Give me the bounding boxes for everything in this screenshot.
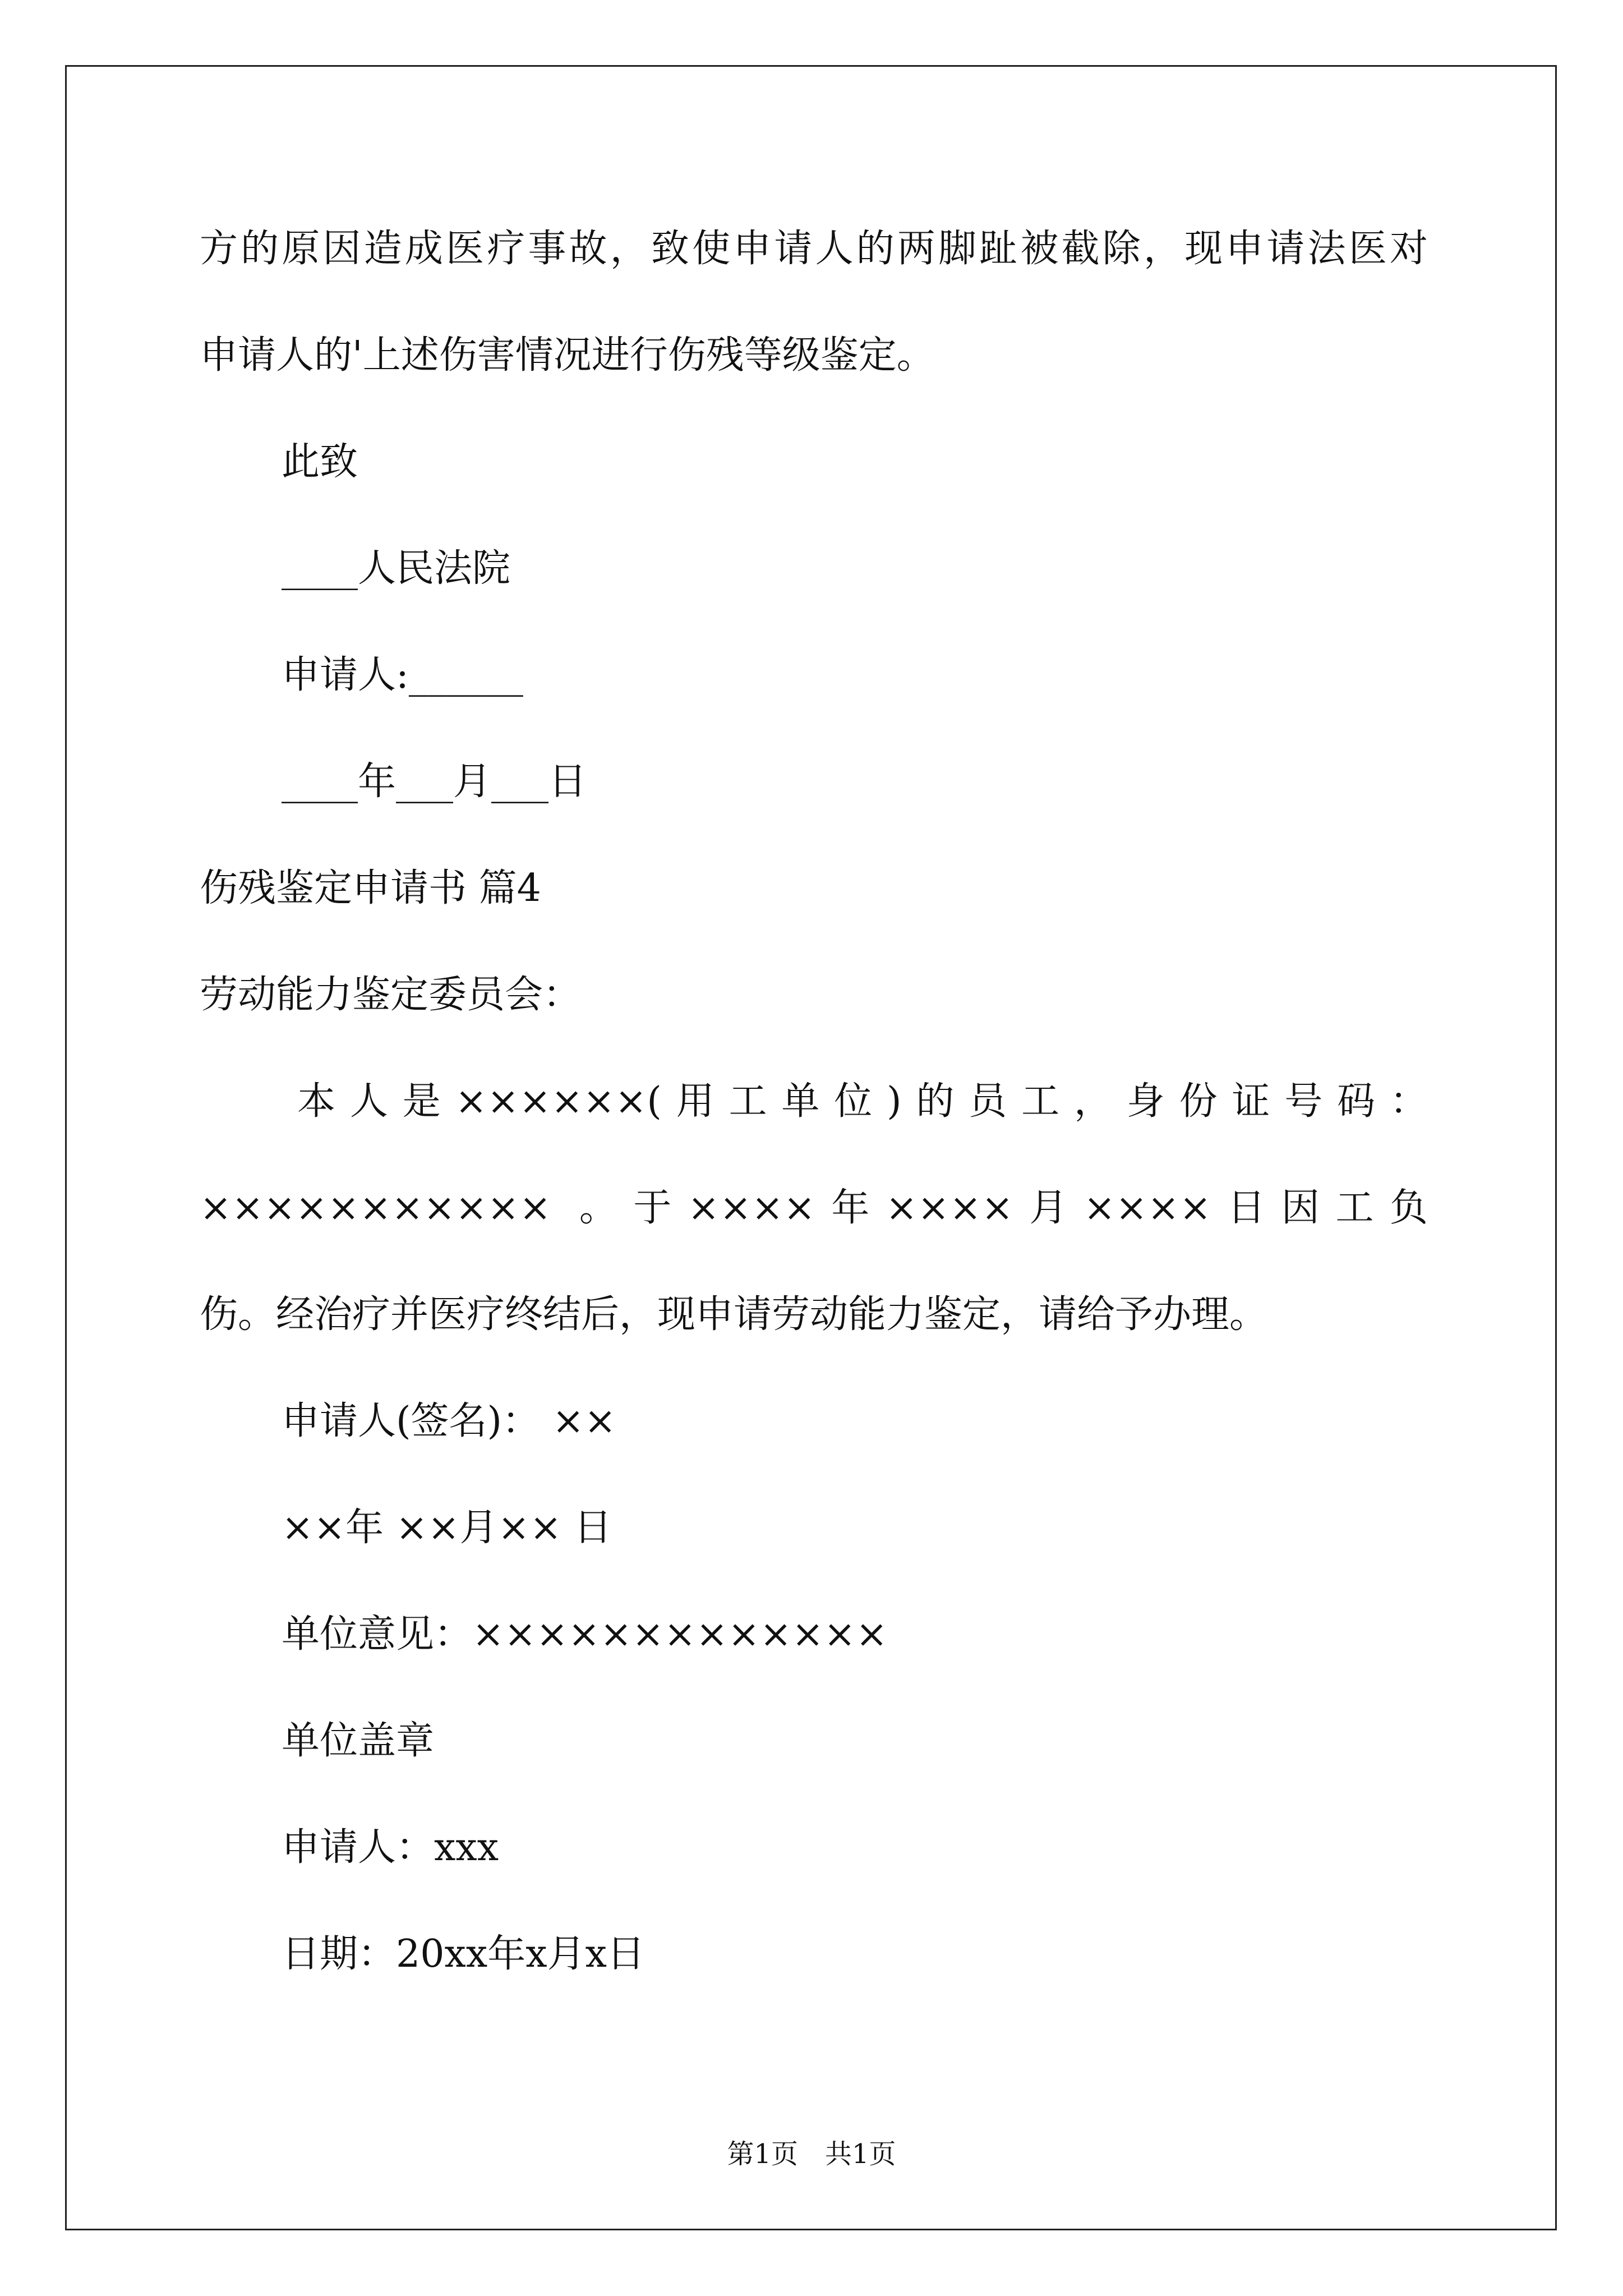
page-footer: 第1页 共1页: [727, 2138, 896, 2170]
date-line: ××年 ××月×× 日: [282, 1506, 612, 1550]
signature-line: 申请人(签名)： ××: [282, 1399, 616, 1443]
unit-opinion-line: 单位意见：×××××××××××××: [282, 1612, 888, 1657]
date-line: ____年___月___日: [282, 760, 587, 804]
date-line: 日期：20xx年x月x日: [282, 1932, 645, 1976]
body-text-line: 方的原因造成医疗事故，致使申请人的两脚趾被截除，现申请法医对: [200, 227, 1428, 271]
body-text-line: 申请人的'上述伤害情况进行伤残等级鉴定。: [200, 333, 935, 378]
body-text-line: 本人是××××××(用工单位)的员工，身份证号码：: [297, 1079, 1428, 1124]
body-text-line: ××××××××××× 。于××××年××××月××××日因工负: [200, 1186, 1428, 1230]
body-text-line: 伤。经治疗并医疗终结后，现申请劳动能力鉴定，请给予办理。: [200, 1292, 1268, 1337]
applicant-line: 申请人:______: [282, 653, 523, 697]
addressee-line: 劳动能力鉴定委员会：: [200, 973, 582, 1017]
salutation-line: 此致: [282, 440, 358, 484]
section-title: 伤残鉴定申请书 篇4: [200, 866, 541, 910]
recipient-court-line: ____人民法院: [282, 546, 511, 591]
unit-seal-line: 单位盖章: [282, 1719, 435, 1763]
page-border: [65, 65, 1557, 2230]
applicant-line: 申请人：xxx: [282, 1825, 499, 1870]
